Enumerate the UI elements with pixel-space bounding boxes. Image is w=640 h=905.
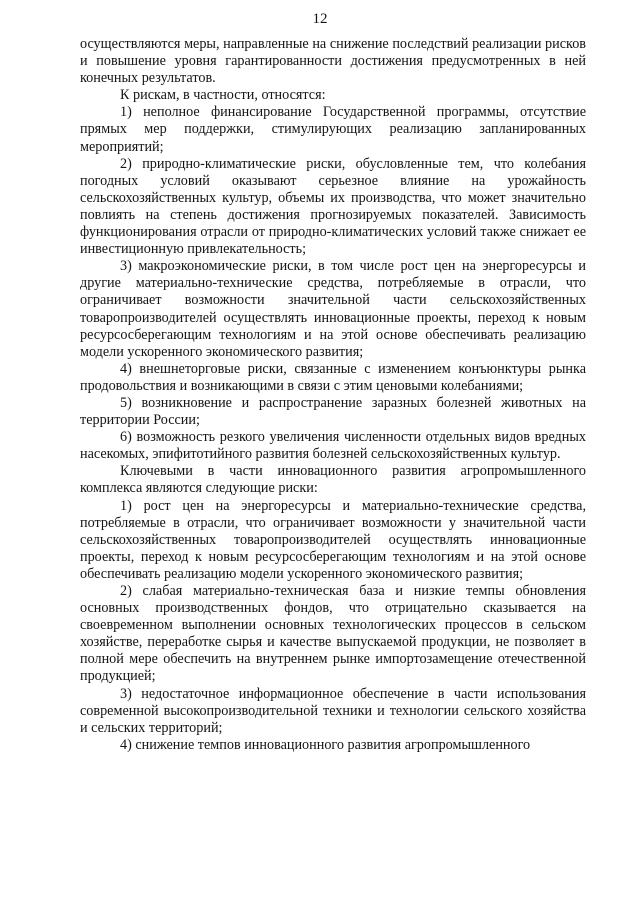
paragraph: 3) недостаточное информационное обеспечение в части использования современной высокопроизводительной техники и технологии сельского хозяйства и сельских территорий; — [80, 685, 586, 736]
paragraph: 6) возможность резкого увеличения численности отдельных видов вредных насекомых, эпифитотийного развития болезней сельскохозяйственных культур. — [80, 429, 586, 463]
paragraph: 4) внешнеторговые риски, связанные с изменением конъюнктуры рынка продовольствия и возникающими в связи с этим ценовыми колебаниями; — [80, 360, 586, 394]
paragraph: 1) рост цен на энергоресурсы и материально-технические средства, потребляемые в отрасли, что ограничивает возможности у значительной части сельскохозяйственных товаропроизводителей осуществлять инновационные проекты, переход к новым ресурсосберегающим технологиям и на этой основе обеспечивать реализацию модели ускоренного экономического развития; — [80, 497, 586, 582]
paragraph: 3) макроэкономические риски, в том числе рост цен на энергоресурсы и другие материально-технические средства, потребляемые в отрасли, что ограничивает возможности значительной части сельскохозяйственных товаропроизводителей осуществлять инновационные проекты, переход к новым ресурсосберегающим технологиям и на этой основе обеспечивать реализацию модели ускоренного экономического развития; — [80, 258, 586, 360]
paragraph: 4) снижение темпов инновационного развития агропромышленного — [120, 736, 531, 753]
document-body — [80, 36, 586, 754]
page-number: 12 — [312, 11, 328, 27]
paragraph: 2) природно-климатические риски, обусловленные тем, что колебания погодных условий оказывают серьезное влияние на урожайность сельскохозяйственных культур, объемы их производства, что может значительно повлиять на степень достижения прогнозируемых показателей. Зависимость функционирования отрасли от природно-климатических условий также снижает ее инвестиционную привлекательность; — [80, 155, 586, 258]
paragraph: 2) слабая материально-техническая база и низкие темпы обновления основных производственных фондов, что отрицательно сказывается на своевременном выполнении основных технологических процессов в сельском хозяйстве, переработке сырья и качестве выпускаемой продукции, не позволяет в полной мере обеспечить на внутреннем рынке импортозамещение отечественной продукцией; — [80, 583, 586, 685]
paragraph: К рискам, в частности, относятся: — [120, 87, 326, 104]
paragraph: Ключевыми в части инновационного развития агропромышленного комплекса являются следующие риски: — [80, 463, 586, 497]
paragraph: осуществляются меры, направленные на снижение последствий реализации рисков и повышение уровня гарантированности достижения предусмотренных в ней конечных результатов. — [80, 36, 586, 87]
paragraph: 1) неполное финансирование Государственной программы, отсутствие прямых мер поддержки, стимулирующих реализацию запланированных мероприятий; — [80, 104, 586, 155]
paragraph: 5) возникновение и распространение заразных болезней животных на территории России; — [80, 394, 586, 429]
